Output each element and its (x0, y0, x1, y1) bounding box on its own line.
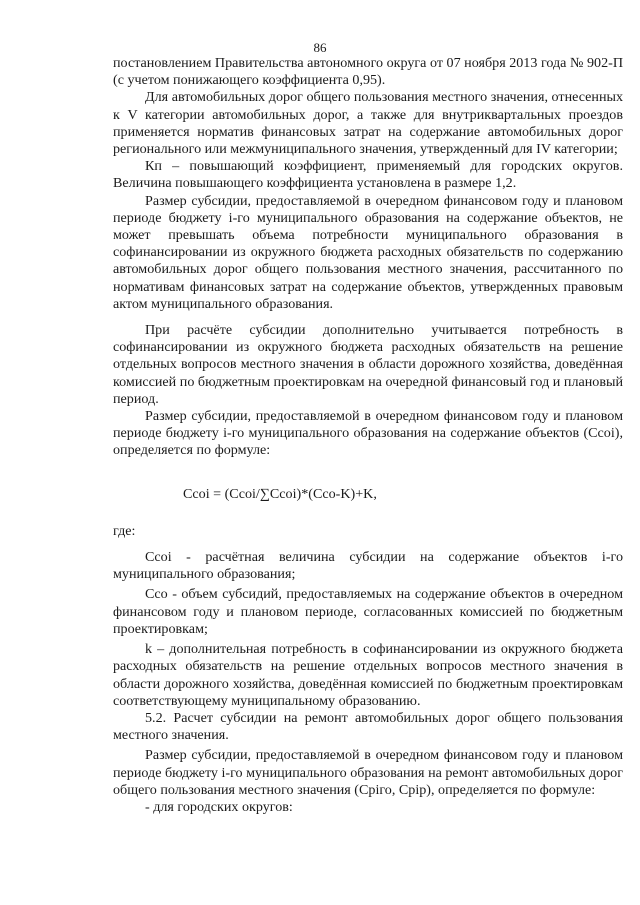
formula: Ccoi = (Ccoi/∑Ccoi)*(Cco-K)+K, (183, 485, 377, 502)
paragraph: Размер субсидии, предоставляемой в очередном финансовом году и плановом периоде бюджету i-го муниципального образования на содержание объектов (Ccoi), определяется по формуле: (113, 408, 623, 459)
paragraph: постановлением Правительства автономного округа от 07 ноября 2013 года № 902-П (с учетом понижающего коэффициента 0,95). (113, 55, 623, 89)
paragraph: Размер субсидии, предоставляемой в очередном финансовом году и плановом периоде бюджету i-го муниципального образования на содержание объектов, не может превышать объема потребности муниципального образования в софинансировании из окружного бюджета расходных обязательств по содержанию автомобильных дорог общего пользования местного значения, рассчитанного по нормативам финансовых затрат на содержание объектов, утвержденных правовым актом муниципального образования. (113, 192, 623, 312)
definition: Ccoi - расчётная величина субсидии на содержание объектов i-го муниципального образования; (113, 549, 623, 583)
definition: Cco - объем субсидий, предоставляемых на содержание объектов в очередном финансовом году и плановом периоде, согласованных комиссией по бюджетным проектировкам; (113, 586, 623, 637)
where-label: где: (113, 522, 136, 539)
paragraph: Кп – повышающий коэффициент, применяемый для городских округов. Величина повышающего коэффициента установлена в размере 1,2. (113, 158, 623, 192)
paragraph: Размер субсидии, предоставляемой в очередном финансовом году и плановом периоде бюджету i-го муниципального образования на ремонт автомобильных дорог общего пользования местного значения (Cpiго, Cpip), определяется по формуле: (113, 747, 624, 798)
paragraph: Для автомобильных дорог общего пользования местного значения, отнесенных к V категории автомобильных дорог, а также для внутриквартальных проездов применяется норматив финансовых затрат на содержание автомобильных дорог регионального или межмуниципального значения, утвержденный для IV категории; (113, 89, 623, 158)
paragraph: При расчёте субсидии дополнительно учитывается потребность в софинансировании из окружного бюджета расходных обязательств на решение отдельных вопросов местного значения в области дорожного хозяйства, доведённая комиссией по бюджетным проектировкам на очередной финансовый год и плановый период. (113, 322, 623, 407)
document-body (113, 55, 623, 816)
page-number: 86 (313, 40, 327, 55)
section-heading: 5.2. Расчет субсидии на ремонт автомобильных дорог общего пользования местного значения. (113, 709, 623, 744)
definition: k – дополнительная потребность в софинансировании из окружного бюджета расходных обязательств на решение отдельных вопросов местного значения в области дорожного хозяйства, доведённая комиссией по бюджетным проектировкам соответствующему муниципальному образованию. (113, 641, 623, 709)
paragraph: - для городских округов: (145, 798, 293, 815)
